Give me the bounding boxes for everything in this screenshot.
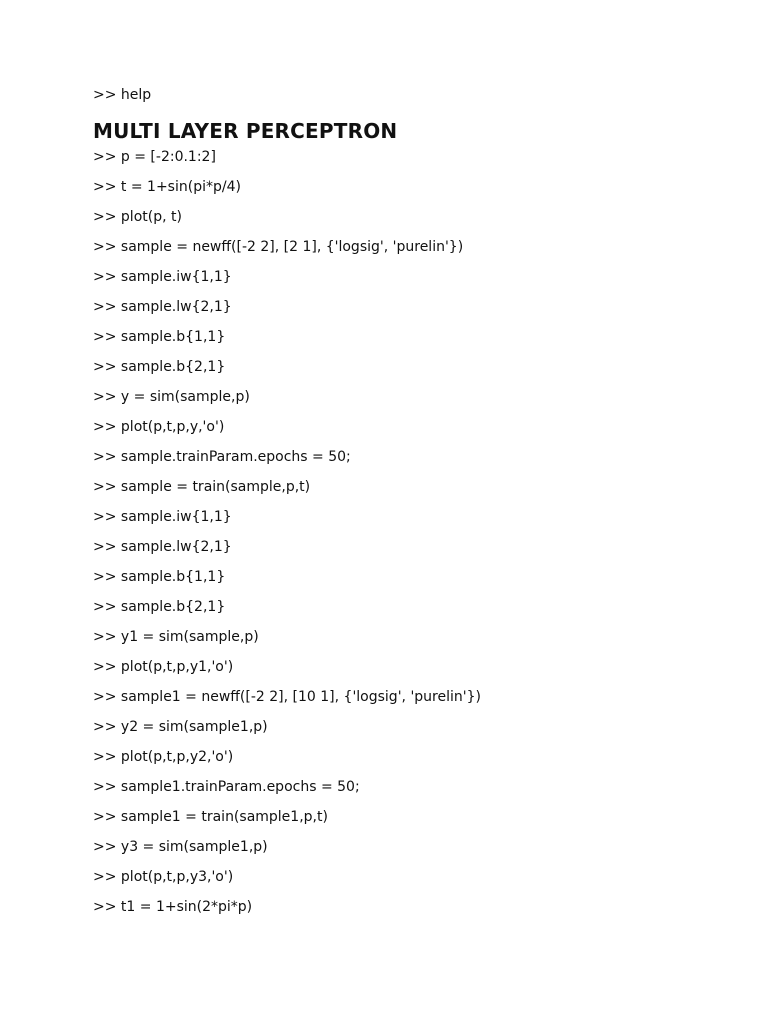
command-line: >> plot(p,t,p,y,'o') [93,419,225,435]
command-list [93,148,481,928]
command-line: >> sample.lw{2,1} [93,299,232,315]
command-line: >> sample.b{1,1} [93,329,226,345]
command-line: >> sample.b{2,1} [93,359,226,375]
command-line: >> p = [-2:0.1:2] [93,149,216,165]
command-line: >> sample.trainParam.epochs = 50; [93,449,351,465]
command-line: >> sample.iw{1,1} [93,509,232,525]
command-line: >> sample = newff([-2 2], [2 1], {'logsig', 'purelin'}) [93,239,464,255]
command-line: >> t1 = 1+sin(2*pi*p) [93,899,253,915]
command-line: >> plot(p, t) [93,209,182,225]
command-line: >> sample1.trainParam.epochs = 50; [93,779,360,795]
command-line: >> plot(p,t,p,y2,'o') [93,749,234,765]
command-line: >> sample.b{1,1} [93,569,226,585]
command-line: >> y = sim(sample,p) [93,389,250,405]
section-heading: MULTI LAYER PERCEPTRON [93,119,398,143]
command-line: >> y3 = sim(sample1,p) [93,839,268,855]
command-line: >> y1 = sim(sample,p) [93,629,259,645]
command-line: >> sample = train(sample,p,t) [93,479,311,495]
command-line: >> sample1 = train(sample1,p,t) [93,809,328,825]
command-line: >> t = 1+sin(pi*p/4) [93,179,241,195]
command-line: >> sample.b{2,1} [93,599,226,615]
command-line: >> sample.iw{1,1} [93,269,232,285]
command-line: >> sample1 = newff([-2 2], [10 1], {'logsig', 'purelin'}) [93,689,481,705]
command-line: >> y2 = sim(sample1,p) [93,719,268,735]
command-line: >> plot(p,t,p,y3,'o') [93,869,234,885]
command-line: >> plot(p,t,p,y1,'o') [93,659,234,675]
command-line: >> sample.lw{2,1} [93,539,232,555]
intro-command-line: >> help [93,87,152,103]
